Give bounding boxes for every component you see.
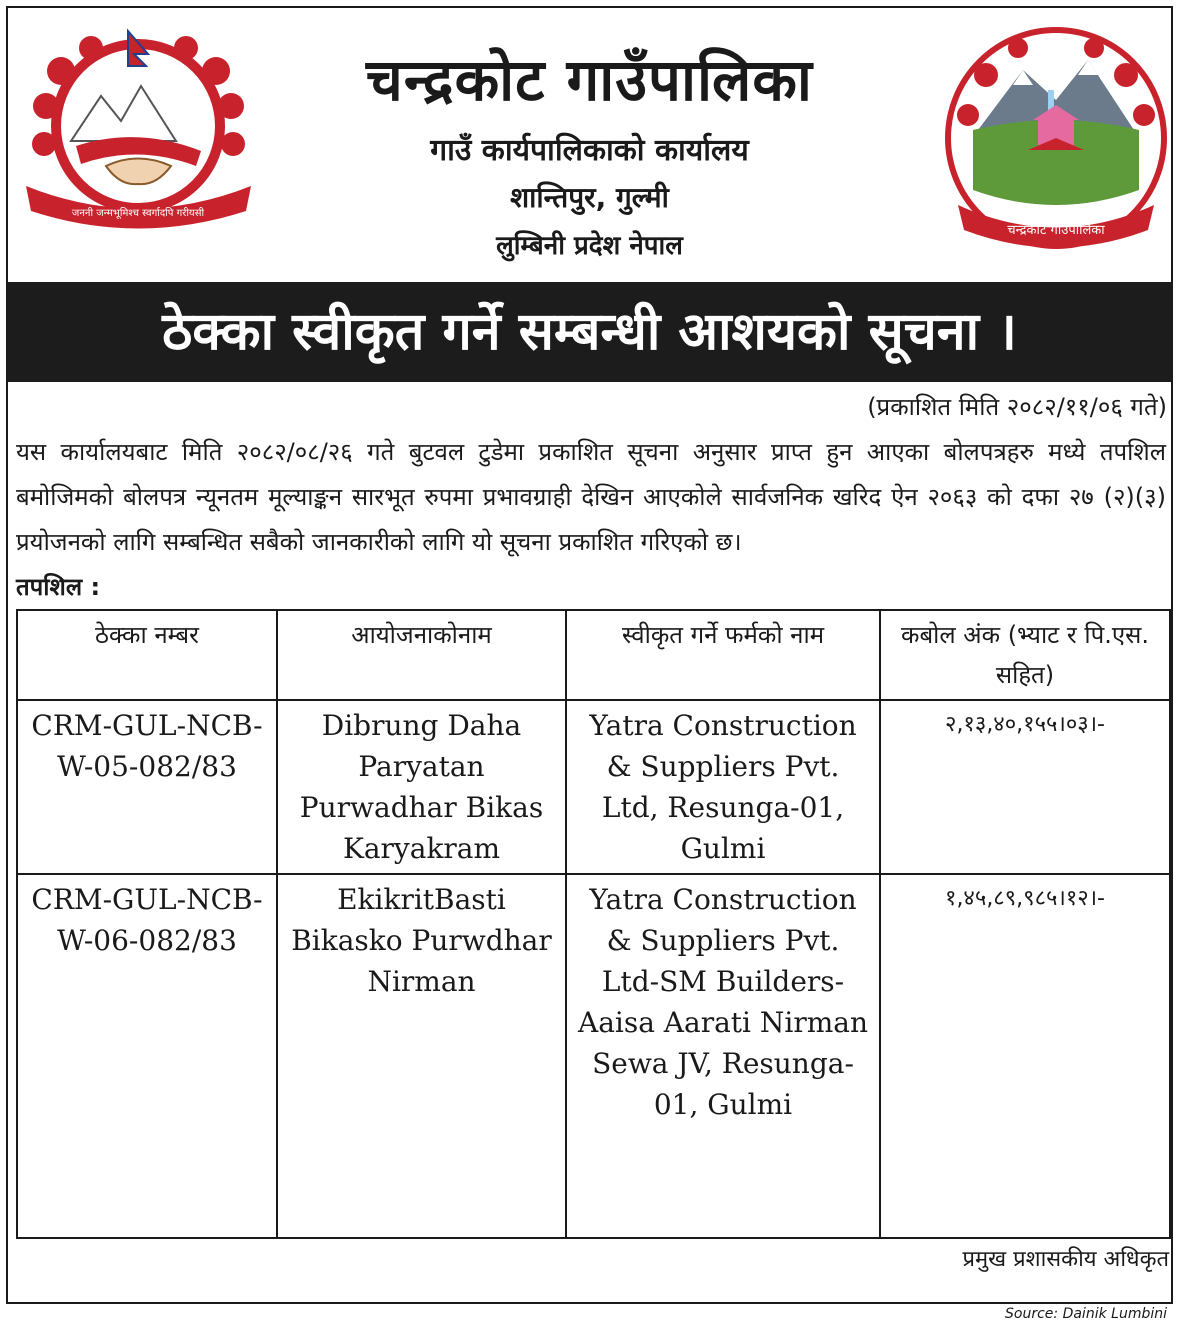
notice-body: यस कार्यालयबाट मिति २०८२/०८/२६ गते बुटवल टुडेमा प्रकाशित सूचना अनुसार प्राप्त हुन आएका बोलपत्रहरु मध्ये तपशिल बमोजिमको बोलपत्र न्यूनतम मूल्याङ्कन सारभूत रुपमा प्रभावग्राही देखिन आएकोले सार्वजनिक खरिद ऐन २०६३ को दफा २७ (२)(३) प्रयोजनको लागि सम्बन्धित सबैको जानकारीको लागि यो सूचना प्रकाशित गरिएको छ। [16,438,1166,556]
signatory: प्रमुख प्रशासकीय अधिकृत [962,1247,1169,1272]
firm-name: Yatra Construction & Suppliers Pvt. Ltd-SM Builders-Aaisa Aarati Nirman Sewa JV, Resunga-01, Gulmi [566,874,880,1238]
bid-amount: २,१३,४०,१५५।०३।- [880,700,1170,874]
contract-no: CRM-GUL-NCB-W-06-082/83 [17,874,277,1238]
project-name: Dibrung Daha Paryatan Purwadhar Bikas Karyakram [277,700,566,874]
municipality-logo-icon [938,20,1174,265]
header-firm-name: स्वीकृत गर्ने फर्मको नाम [566,610,880,700]
table-header-row [17,610,1170,700]
notice-header [8,8,1171,282]
firm-name: Yatra Construction & Suppliers Pvt. Ltd, Resunga-01, Gulmi [566,700,880,874]
office-name: चन्द्रकोट गाउँपालिका [366,46,813,114]
table-row [17,700,1170,874]
header-contract-no: ठेक्का नम्बर [17,610,277,700]
logo-banner-text: चन्द्रकोट गाउँपालिका [1007,223,1105,238]
contract-table [16,609,1171,1239]
contract-no: CRM-GUL-NCB-W-05-082/83 [17,700,277,874]
details-label: तपशिल : [16,573,101,601]
table-row [17,874,1170,1238]
office-address: शान्तिपुर, गुल्मी [510,181,669,214]
notice-title: ठेक्का स्वीकृत गर्ने सम्बन्धी आशयको सूचना । [8,282,1171,382]
office-province: लुम्बिनी प्रदेश नेपाल [496,231,683,261]
emblem-motto: जननी जन्मभूमिश्च स्वर्गादपि गरीयसी [71,208,205,219]
header-project-name: आयोजनाकोनाम [277,610,566,700]
header-bid-amount: कबोल अंक (भ्याट र पि.एस. सहित) [880,610,1170,700]
office-subtitle: गाउँ कार्यपालिकाको कार्यालय [430,133,749,168]
project-name: EkikritBasti Bikasko Purwdhar Nirman [277,874,566,1238]
bid-amount: १,४५,८९,९८५।१२।- [880,874,1170,1238]
published-date: (प्रकाशित मिति २०८२/११/०६ गते) [867,393,1167,421]
source-credit: Source: Dainik Lumbini [1005,1306,1167,1322]
